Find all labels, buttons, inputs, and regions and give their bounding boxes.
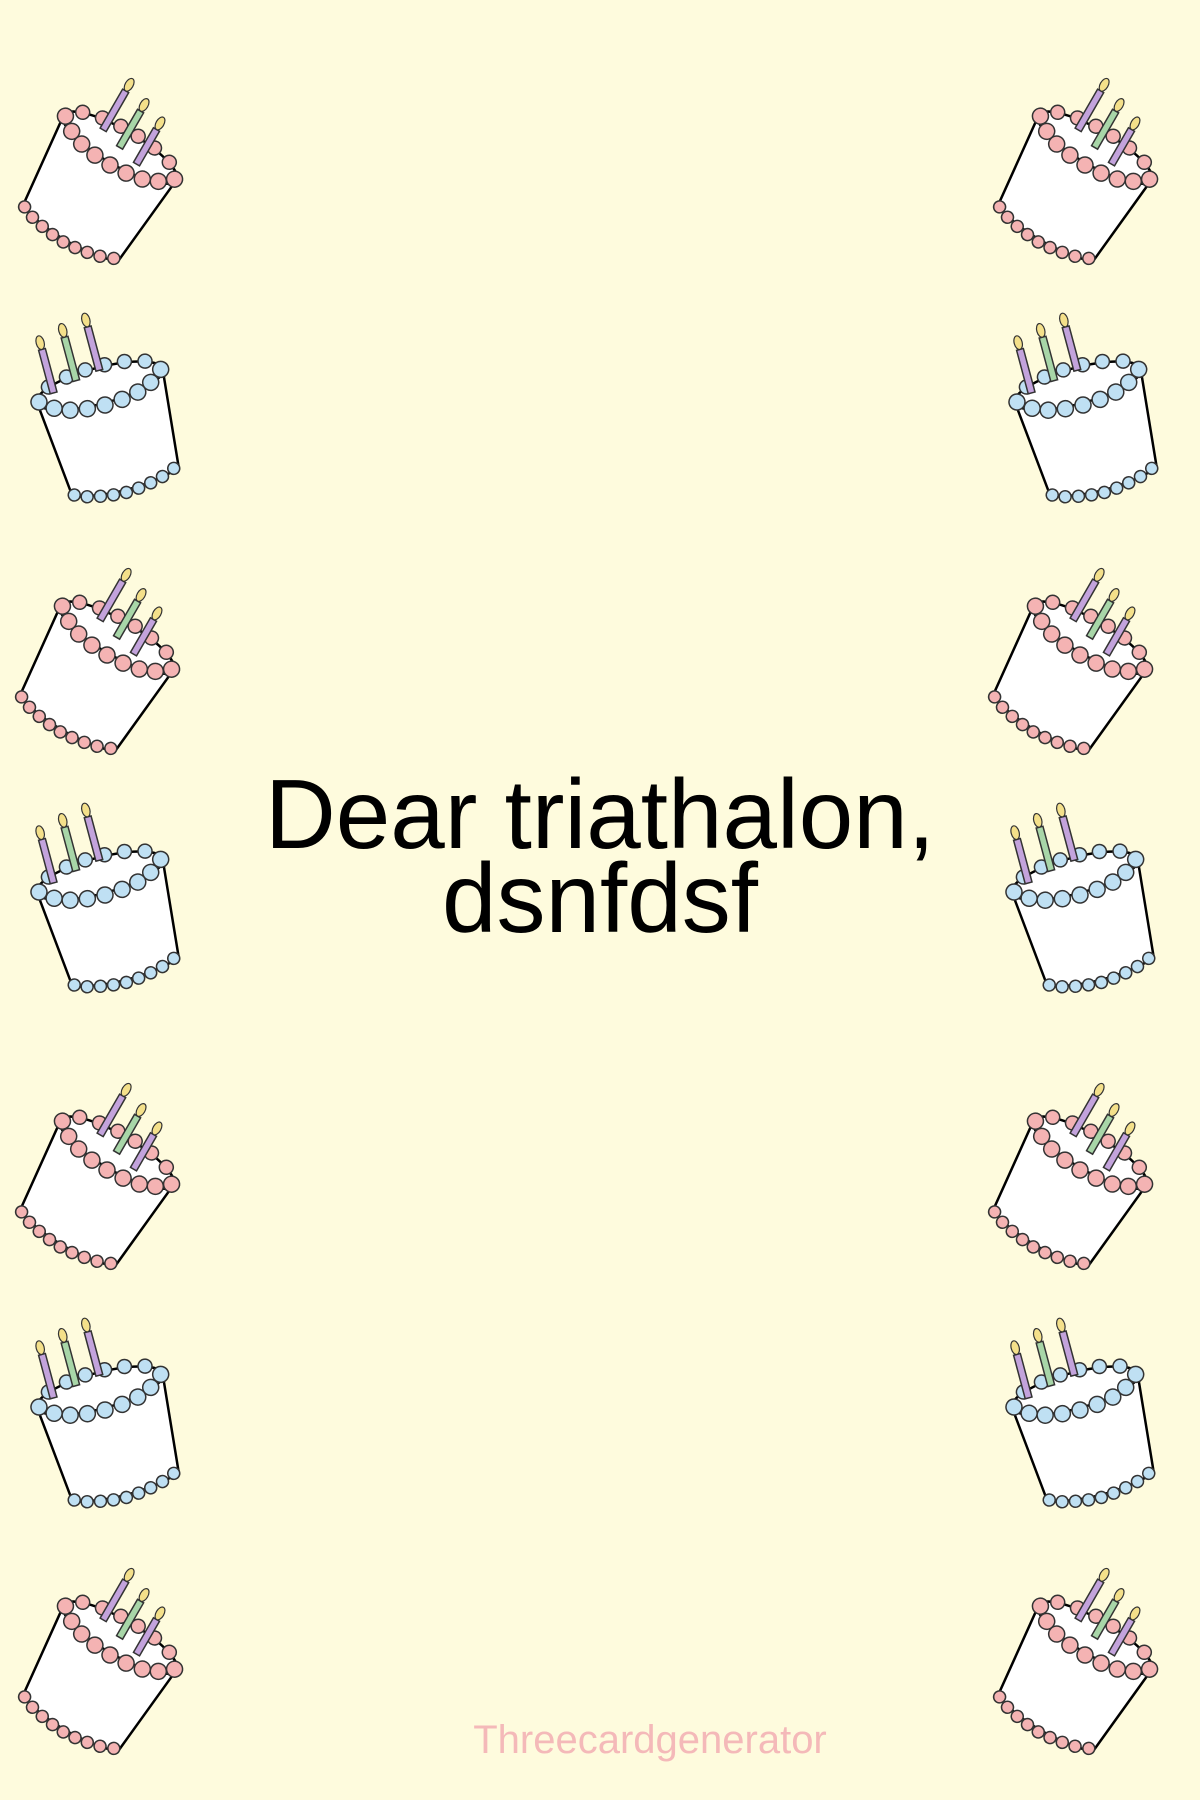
birthday-cake-icon	[0, 785, 210, 995]
birthday-cake-icon	[978, 295, 1188, 505]
birthday-cake-icon	[975, 1300, 1185, 1510]
birthday-cake-icon	[975, 785, 1185, 995]
birthday-cake-icon	[975, 545, 1185, 755]
birthday-cake-icon	[2, 545, 212, 755]
birthday-cake-icon	[2, 1060, 212, 1270]
message-body: dsnfdsf	[442, 843, 758, 953]
greeting-line: Dear triathalon,	[264, 759, 936, 869]
card-message	[210, 759, 990, 953]
birthday-cake-icon	[0, 295, 210, 505]
birthday-cake-icon	[975, 1060, 1185, 1270]
generator-watermark: Threecardgenerator	[473, 1718, 827, 1762]
birthday-cake-icon	[0, 1300, 210, 1510]
birthday-cake-icon	[5, 55, 215, 265]
birthday-cake-icon	[980, 55, 1190, 265]
